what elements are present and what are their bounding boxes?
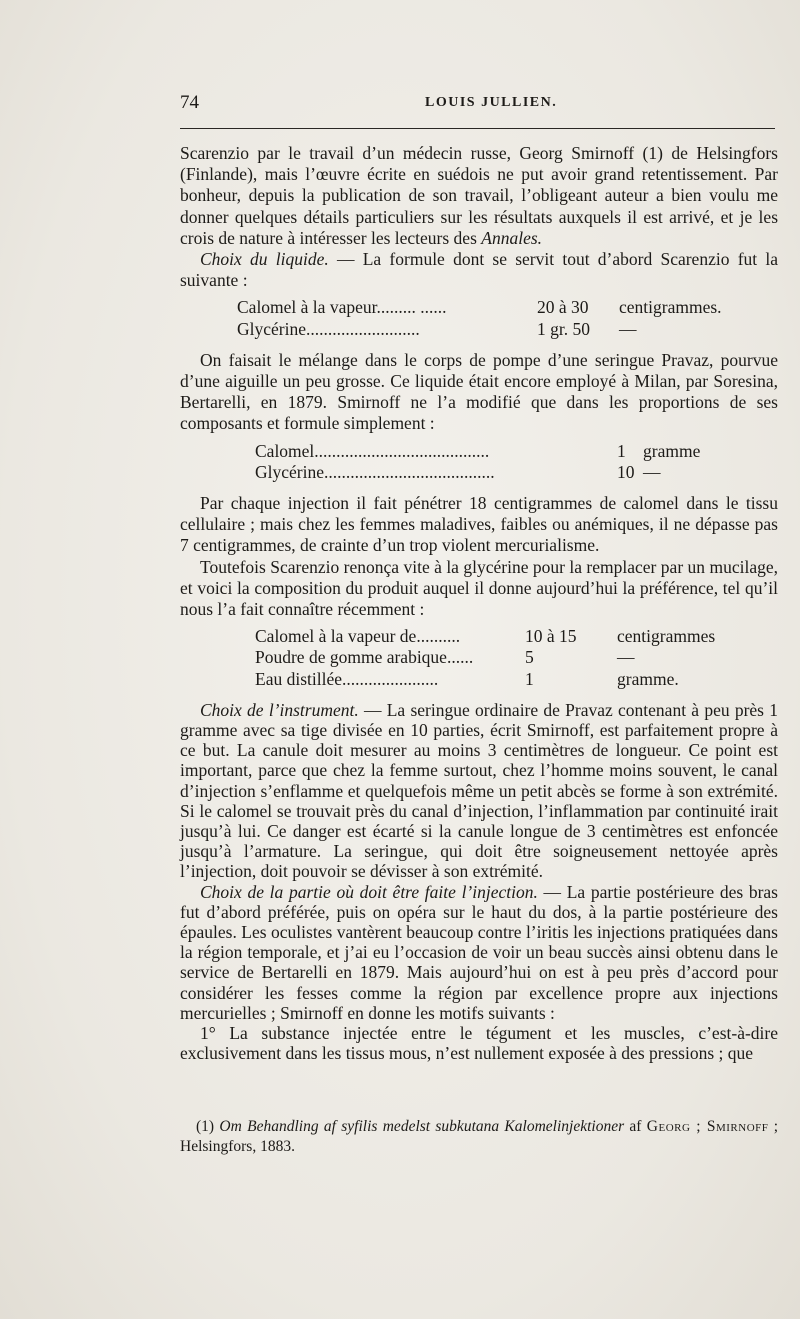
running-head: LOUIS JULLIEN. [425, 95, 558, 110]
paragraph-choix-instrument-text: — La seringue ordinaire de Pravaz contenant à peu près 1 gramme avec sa tige divisée en 10 parties, écrit Smirnoff, est parfaitement propre à ce but. La canule doit mesurer au moins 3 centimètres de longueur. Ce point est important, parce que chez la femme surtout, chez l’homme moins souvent, le canal d’injection s’enflamme et quelquefois même un petit abcès se forme à son extrémité. Si le calomel se trouvait près du canal d’injection, l’inflammation par continuité irait jusqu’à lui. Ce danger est écarté si la canule longue de 3 centimètres est enfoncée jusqu’à l’armature. La seringue, qui doit être soigneusement nettoyée après l’injection, doit pouvoir se dévisser à son extrémité. [180, 699, 778, 882]
footnote [180, 1117, 778, 1157]
formula-line [180, 669, 778, 690]
formula-ingredient: Glycérine.......................... [237, 318, 420, 339]
paragraph-choix-liquide [180, 249, 778, 291]
section-heading-partie: Choix de la partie où doit être faite l’injection. [200, 881, 538, 902]
formula-smirnoff [180, 441, 778, 483]
formula-unit: gramme [643, 440, 701, 461]
paragraph-intro [180, 143, 778, 249]
formula-ingredient: Calomel........................................ [255, 440, 490, 461]
section-heading-liquide: Choix du liquide. [200, 249, 329, 270]
formula-unit: gramme. [617, 668, 679, 689]
footnote-af: af [624, 1118, 647, 1135]
paragraph-dosage: Par chaque injection il fait pénétrer 18 centigrammes de calomel dans le tissu cellulaire ; mais chez les femmes maladives, faibles ou anémiques, il ne dépasse pas 7 centigrammes, de crainte d’un trop violent mercurialisme. [180, 492, 778, 556]
formula-unit: centigrammes. [619, 297, 722, 318]
formula-quantity: 10 [617, 461, 635, 482]
formula-ingredient: Glycérine....................................... [255, 461, 495, 482]
formula-quantity: 1 gr. 50 [537, 318, 590, 339]
formula-scarenzio [180, 297, 778, 339]
formula-line [180, 647, 778, 668]
formula-ingredient: Poudre de gomme arabique...... [255, 647, 474, 668]
formula-quantity: 1 [617, 440, 626, 461]
formula-ingredient: Calomel à la vapeur de.......... [255, 626, 461, 647]
page-number: 74 [180, 92, 199, 113]
page-body [180, 143, 778, 1063]
formula-quantity: 20 à 30 [537, 297, 589, 318]
formula-unit: — [617, 647, 635, 668]
page-header [180, 92, 775, 118]
paragraph-mucilage: Toutefois Scarenzio renonça vite à la glycérine pour la remplacer par un mucilage, et voici la composition du produit auquel il donne aujourd’hui la préférence, tel qu’il nous l’a fait connaître récemment : [180, 556, 778, 619]
formula-line [180, 462, 778, 483]
footnote-place-year: ; Helsingfors, 1883. [180, 1118, 779, 1155]
formula-unit: — [619, 318, 637, 339]
paragraph-pravaz: On faisait le mélange dans le corps de pompe d’une seringue Pravaz, pourvue d’une aiguille un peu grosse. Ce liquide était encore employé à Milan, par Soresina, Bertarelli, en 1879. Smirnoff ne l’a modifié que dans les proportions de ses composants et formule simplement : [180, 349, 778, 434]
footnote-marker: (1) [196, 1118, 215, 1135]
formula-quantity: 5 [525, 647, 534, 668]
formula-quantity: 1 [525, 668, 534, 689]
paragraph-choix-liquide-text: — La formule dont se servit tout d’abord Scarenzio fut la suivante : [180, 249, 779, 291]
footnote-title: Om Behandling af syfilis medelst subkutana Kalomelinjektioner [219, 1118, 625, 1135]
paragraph-choix-partie [180, 882, 778, 1023]
section-heading-instrument: Choix de l’instrument. [200, 699, 359, 720]
formula-ingredient: Eau distillée...................... [255, 668, 439, 689]
paragraph-intro-text: Scarenzio par le travail d’un médecin russe, Georg Smirnoff (1) de Helsingfors (Finlande), mais l’œuvre écrite en suédois ne put avoir grand retentissement. Par bonheur, depuis la publication de son travail, l’obligeant auteur a bien voulu me donner quelques détails particuliers sur les résultats auxquels il est arrivé, et je les crois de nature à intéresser les lecteurs des [180, 143, 778, 248]
footnote-author: Georg ; Smirnoff [646, 1118, 769, 1135]
formula-line [180, 626, 778, 647]
formula-unit: — [643, 461, 661, 482]
header-rule [180, 128, 775, 129]
paragraph-choix-partie-text: — La partie postérieure des bras fut d’abord préférée, puis on opéra sur le haut du dos, à la partie postérieure des épaules. Les oculistes vantèrent beaucoup contre l’iritis les injections pratiquées dans la région temporale, et j’ai eu l’occasion de voir un beau succès ainsi obtenu dans le service de Bertarelli en 1879. Mais aujourd’hui on est à peu près d’accord pour considérer les fesses comme la région par excellence propre aux injections mercurielles ; Smirnoff en donne les motifs suivants : [180, 881, 778, 1023]
formula-ingredient: Calomel à la vapeur......... ...... [237, 297, 447, 318]
formula-line [180, 319, 778, 340]
formula-quantity: 10 à 15 [525, 626, 577, 647]
paragraph-motif-1: 1° La substance injectée entre le tégument et les muscles, c’est-à-dire exclusivement dans les tissus mous, n’est nullement exposée à des pressions ; que [180, 1023, 778, 1064]
formula-unit: centigrammes [617, 626, 716, 647]
footnote-text [180, 1117, 778, 1157]
formula-line [180, 297, 778, 318]
formula-line [180, 441, 778, 462]
journal-name: Annales. [481, 227, 543, 248]
formula-mucilage [180, 626, 778, 690]
paragraph-choix-instrument [180, 700, 778, 882]
